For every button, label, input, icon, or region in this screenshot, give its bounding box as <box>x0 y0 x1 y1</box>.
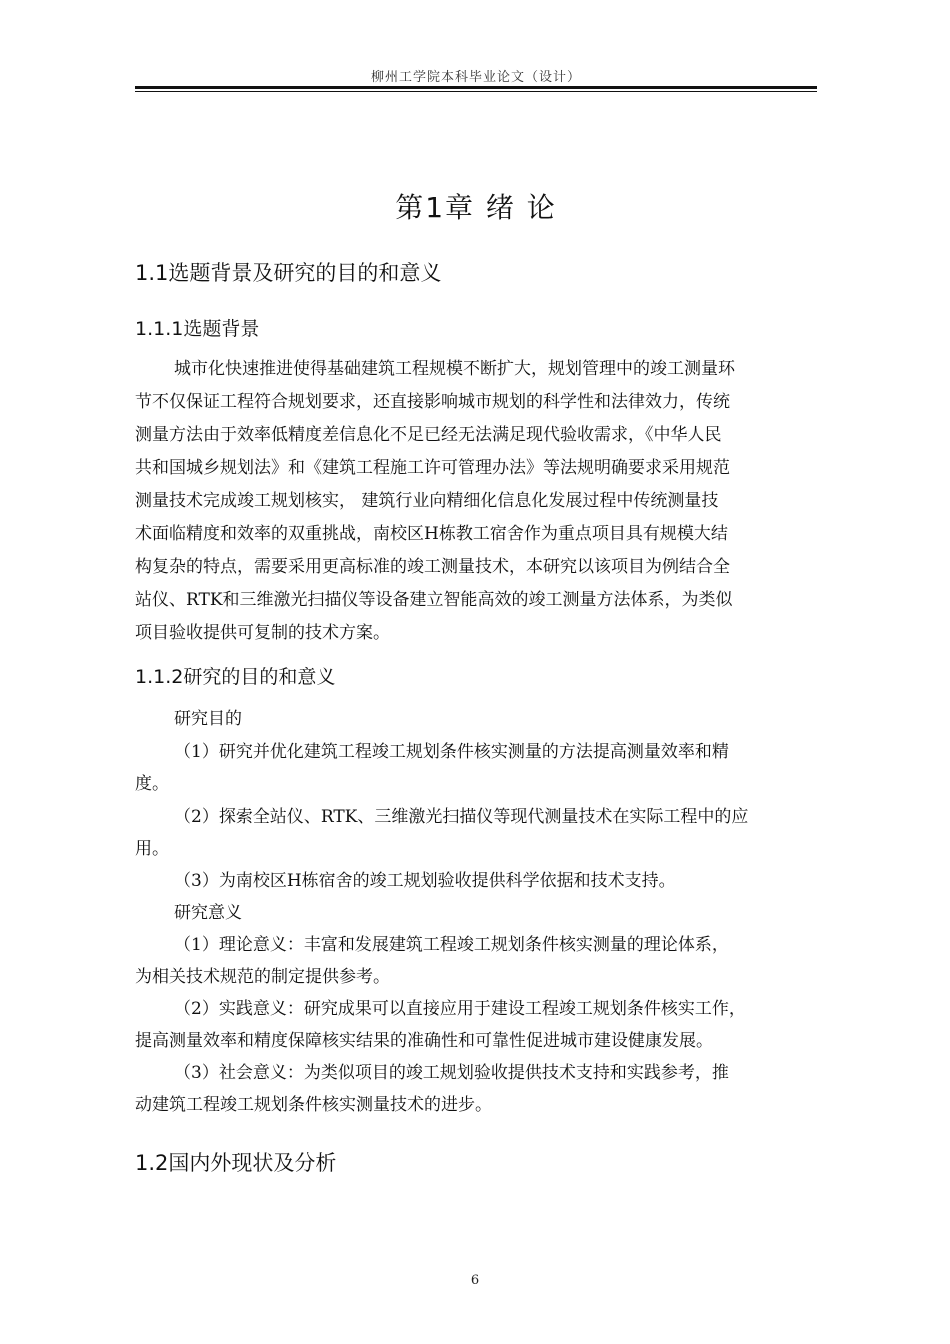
header-rule-thin <box>135 91 817 92</box>
section-heading-1-1: 1.1选题背景及研究的目的和意义 <box>135 261 442 285</box>
significance-item-1-cont: 为相关技术规范的制定提供参考。 <box>135 967 390 987</box>
section-heading-1-1-1: 1.1.1选题背景 <box>135 318 260 340</box>
body-line: 测量方法由于效率低精度差信息化不足已经无法满足现代验收需求，《中华人民 <box>135 425 722 445</box>
chapter-title: 第1章 绪 论 <box>395 191 557 224</box>
significance-label: 研究意义 <box>174 903 242 923</box>
section-heading-1-2: 1.2国内外现状及分析 <box>135 1151 337 1175</box>
page-number: 6 <box>470 1273 480 1288</box>
purpose-item-2-cont: 用。 <box>135 839 169 859</box>
header-rule <box>135 86 817 89</box>
significance-item-2: （2）实践意义：研究成果可以直接应用于建设工程竣工规划条件核实工作， <box>174 999 746 1019</box>
purpose-label: 研究目的 <box>174 709 242 729</box>
body-line: 站仪、RTK和三维激光扫描仪等设备建立智能高效的竣工测量方法体系，为类似 <box>135 590 733 610</box>
purpose-item-1: （1）研究并优化建筑工程竣工规划条件核实测量的方法提高测量效率和精 <box>174 742 729 762</box>
body-line: 共和国城乡规划法》和《建筑工程施工许可管理办法》等法规明确要求采用规范 <box>135 458 730 478</box>
body-line: 测量技术完成竣工规划核实， 建筑行业向精细化信息化发展过程中传统测量技 <box>135 491 719 511</box>
significance-item-1: （1）理论意义：丰富和发展建筑工程竣工规划条件核实测量的理论体系， <box>174 935 729 955</box>
significance-item-3-cont: 动建筑工程竣工规划条件核实测量技术的进步。 <box>135 1095 492 1115</box>
purpose-item-1-cont: 度。 <box>135 774 169 794</box>
body-line: 项目验收提供可复制的技术方案。 <box>135 623 390 643</box>
purpose-item-3: （3）为南校区H栋宿舍的竣工规划验收提供科学依据和技术支持。 <box>174 871 676 891</box>
section-heading-1-1-2: 1.1.2研究的目的和意义 <box>135 666 336 688</box>
purpose-item-2: （2）探索全站仪、RTK、三维激光扫描仪等现代测量技术在实际工程中的应 <box>174 807 749 827</box>
significance-item-3: （3）社会意义：为类似项目的竣工规划验收提供技术支持和实践参考，推 <box>174 1063 729 1083</box>
body-line: 城市化快速推进使得基础建筑工程规模不断扩大，规划管理中的竣工测量环 <box>174 359 735 379</box>
body-line: 术面临精度和效率的双重挑战，南校区H栋教工宿舍作为重点项目具有规模大结 <box>135 524 728 544</box>
significance-item-2-cont: 提高测量效率和精度保障核实结果的准确性和可靠性促进城市建设健康发展。 <box>135 1031 713 1051</box>
body-line: 构复杂的特点，需要采用更高标准的竣工测量技术，本研究以该项目为例结合全 <box>135 557 730 577</box>
body-line: 节不仅保证工程符合规划要求，还直接影响城市规划的科学性和法律效力，传统 <box>135 392 730 412</box>
running-header: 柳州工学院本科毕业论文（设计） <box>370 70 581 85</box>
